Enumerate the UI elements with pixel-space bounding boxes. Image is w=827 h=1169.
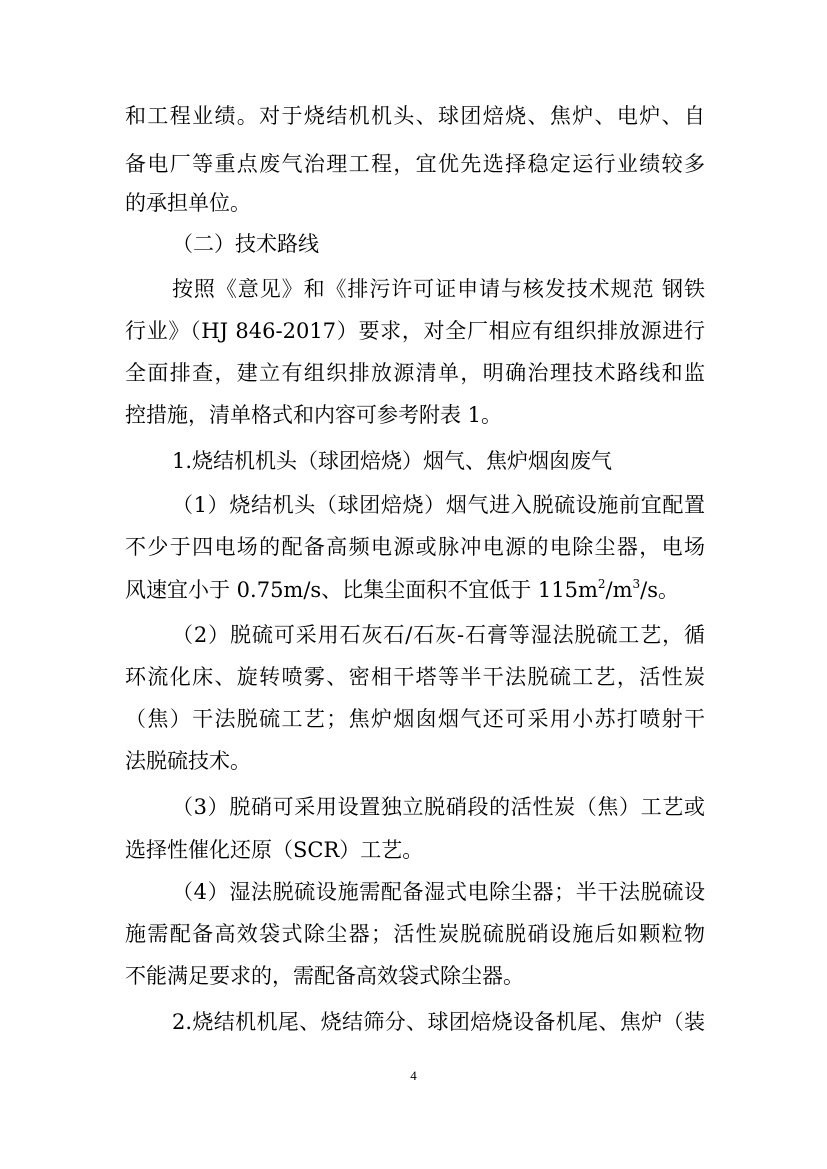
paragraph-line: 施需配备高效袋式除尘器；活性炭脱硫脱硝设施后如颗粒物 (125, 922, 705, 946)
units-text: /s。 (640, 578, 680, 602)
paragraph-line: 环流化床、旋转喷雾、密相干塔等半干法脱硫工艺，活性炭 (125, 665, 705, 689)
paragraph-line: 和工程业绩。对于烧结机机头、球团焙烧、焦炉、电炉、自 (125, 104, 705, 128)
subsection-heading: 1.烧结机机头（球团焙烧）烟气、焦炉烟囱废气 (172, 449, 613, 473)
units-text: /m (605, 578, 633, 602)
superscript: 2 (597, 578, 606, 591)
paragraph-line: （1）烧结机头（球团焙烧）烟气进入脱硫设施前宜配置 (172, 493, 705, 517)
paragraph-line: 备电厂等重点废气治理工程，宜优先选择稳定运行业绩较多 (125, 152, 705, 176)
units-text: 风速宜小于 0.75m/s、比集尘面积不宜低于 115m (125, 578, 598, 602)
page-number: 4 (410, 1068, 417, 1083)
paragraph-line: 行业》（HJ 846-2017）要求，对全厂相应有组织排放源进行 (125, 319, 705, 343)
paragraph-line: 按照《意见》和《排污许可证申请与核发技术规范 钢铁 (172, 277, 705, 301)
paragraph-line: 法脱硫技术。 (125, 749, 251, 773)
paragraph-line: 不能满足要求的，需配备高效袋式除尘器。 (125, 964, 524, 988)
paragraph-line: （2）脱硫可采用石灰石/石灰-石膏等湿法脱硫工艺，循 (172, 623, 705, 647)
paragraph-line: （焦）干法脱硫工艺；焦炉烟囱烟气还可采用小苏打喷射干 (125, 707, 705, 731)
superscript: 3 (632, 578, 641, 591)
paragraph-line: （3）脱硝可采用设置独立脱硝段的活性炭（焦）工艺或 (172, 795, 705, 819)
subsection-heading: 2.烧结机机尾、烧结筛分、球团焙烧设备机尾、焦炉（装 (172, 1010, 705, 1034)
paragraph-line: 选择性催化还原（SCR）工艺。 (125, 838, 424, 862)
section-heading: （二）技术路线 (172, 232, 319, 256)
paragraph-line: 的承担单位。 (125, 191, 251, 215)
paragraph-line: 控措施，清单格式和内容可参考附表 1。 (125, 403, 503, 427)
paragraph-line-with-units (125, 578, 705, 602)
paragraph-line: 不少于四电场的配备高频电源或脉冲电源的电除尘器，电场 (125, 535, 705, 559)
paragraph-line: （4）湿法脱硫设施需配备湿式电除尘器；半干法脱硫设 (172, 880, 705, 904)
paragraph-line: 全面排查，建立有组织排放源清单，明确治理技术路线和监 (125, 361, 705, 385)
